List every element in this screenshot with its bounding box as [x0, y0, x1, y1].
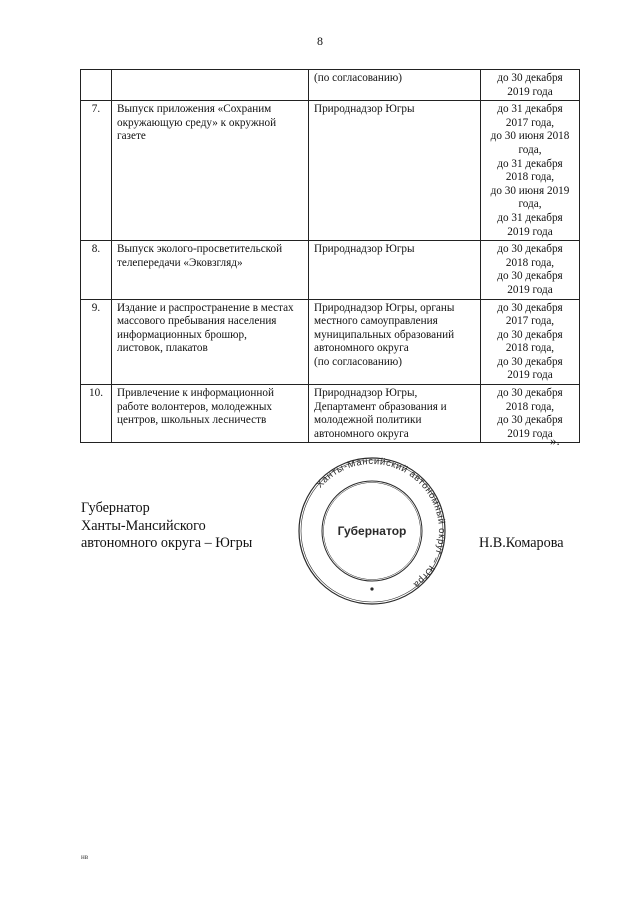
seal-center-text: Губернатор	[337, 524, 407, 538]
page-number: 8	[317, 34, 323, 48]
executor-cell: Природнадзор Югры	[309, 241, 481, 299]
executor-cell: Природнадзор Югры, Департамент образования и молодежной политики автономного округа	[309, 385, 481, 443]
activity-cell: Издание и распространение в местах массового пребывания населения информационных брошюр, листовок, плакатов	[112, 299, 309, 385]
activity-cell: Привлечение к информационной работе волонтеров, молодежных центров, школьных лесничеств	[112, 385, 309, 443]
row-number: 7.	[81, 101, 112, 241]
row-number: 10.	[81, 385, 112, 443]
closing-quote: ».	[550, 433, 560, 448]
term-cell: до 30 декабря 2018 года, до 30 декабря 2019 года	[481, 385, 580, 443]
activity-cell: Выпуск эколого-просветительской телепередачи «Эковзгляд»	[112, 241, 309, 299]
table-row	[81, 241, 580, 299]
official-seal	[297, 456, 447, 606]
row-number: 8.	[81, 241, 112, 299]
row-number	[81, 70, 112, 101]
executor-cell: Природнадзор Югры, органы местного самоуправления муниципальных образований автономного округа (по согласованию)	[309, 299, 481, 385]
row-number: 9.	[81, 299, 112, 385]
measures-table	[80, 69, 580, 443]
executor-cell: (по согласованию)	[309, 70, 481, 101]
term-cell: до 31 декабря 2017 года, до 30 июня 2018 года, до 31 декабря 2018 года, до 30 июня 2019 года, до 31 декабря 2019 года	[481, 101, 580, 241]
term-cell: до 30 декабря 2019 года	[481, 70, 580, 101]
table-row	[81, 101, 580, 241]
activity-cell: Выпуск приложения «Сохраним окружающую среду» к окружной газете	[112, 101, 309, 241]
term-cell: до 30 декабря 2017 года, до 30 декабря 2018 года, до 30 декабря 2019 года	[481, 299, 580, 385]
signatory-title: Губернатор Ханты-Мансийского автономного округа – Югры	[81, 500, 253, 551]
footer-code: нв	[81, 853, 89, 861]
activity-cell	[112, 70, 309, 101]
term-cell: до 30 декабря 2018 года, до 30 декабря 2019 года	[481, 241, 580, 299]
table-row	[81, 385, 580, 443]
seal-ring-text-path: Ханты-Мансийский автономный округ – Югра	[314, 456, 447, 591]
executor-cell: Природнадзор Югры	[309, 101, 481, 241]
seal-star-icon	[370, 587, 373, 590]
table-row	[81, 299, 580, 385]
signatory-name: Н.В.Комарова	[479, 535, 564, 551]
table-row	[81, 70, 580, 101]
